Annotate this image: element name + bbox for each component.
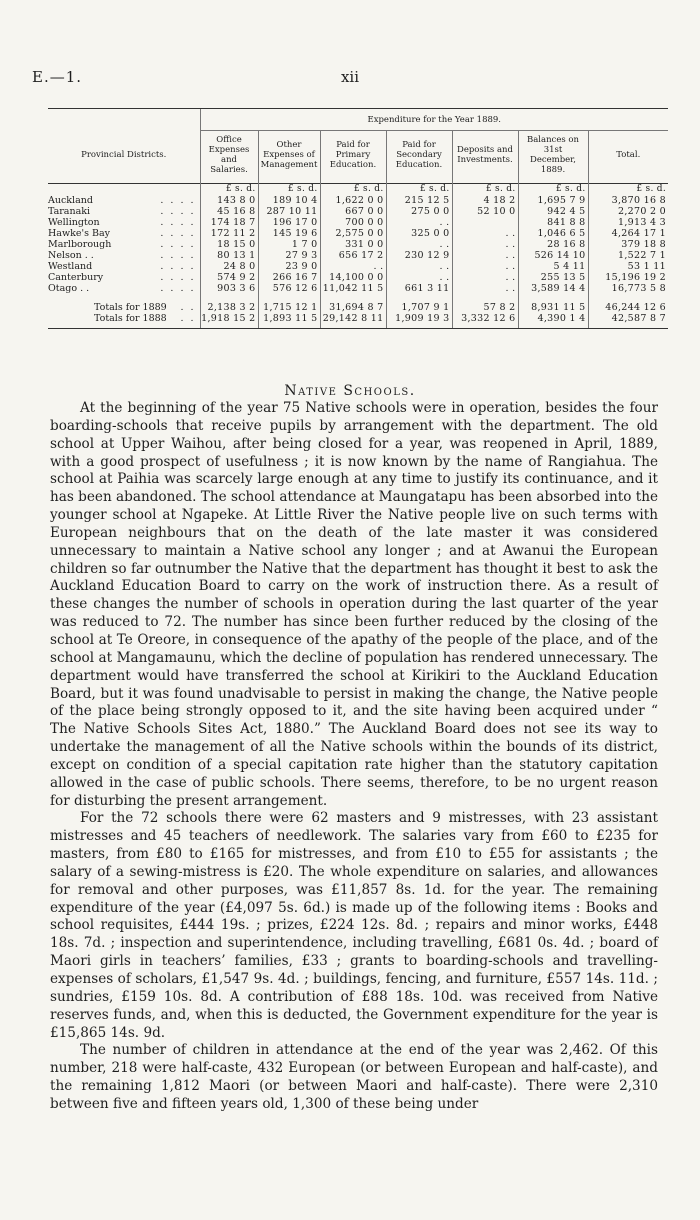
- leader-dots: . . . .: [160, 261, 196, 272]
- row-label: Canterbury: [48, 272, 104, 283]
- district-name: [48, 250, 200, 261]
- table-cell: . .: [386, 217, 452, 228]
- table-cell: 2,575 0 0: [320, 228, 386, 239]
- table-cell: . .: [386, 261, 452, 272]
- table-cell: 4,264 17 1: [588, 228, 668, 239]
- table-cell: 28 16 8: [518, 239, 588, 250]
- district-name: [48, 217, 200, 228]
- column-header: Balances on 31st December, 1889.: [518, 131, 588, 184]
- totals-row: [48, 313, 668, 324]
- table-cell: 1,046 6 5: [518, 228, 588, 239]
- unit-label: £ s. d.: [452, 184, 518, 196]
- table-cell: 275 0 0: [386, 206, 452, 217]
- column-header: Deposits and Investments.: [452, 131, 518, 184]
- district-name: [48, 302, 200, 313]
- row-label: Totals for 1888: [94, 313, 167, 324]
- column-header: Office Expenses and Salaries.: [200, 131, 258, 184]
- table-cell: 29,142 8 11: [320, 313, 386, 324]
- table-cell: 661 3 11: [386, 283, 452, 294]
- table-cell: . .: [452, 261, 518, 272]
- table-cell: 53 1 11: [588, 261, 668, 272]
- table-cell: 2,138 3 2: [200, 302, 258, 313]
- table-row: [48, 272, 668, 283]
- table-cell: 1,695 7 9: [518, 195, 588, 206]
- table-cell: 215 12 5: [386, 195, 452, 206]
- table-cell: 18 15 0: [200, 239, 258, 250]
- district-name: [48, 206, 200, 217]
- table-cell: 42,587 8 7: [588, 313, 668, 324]
- row-label: Marlborough: [48, 239, 112, 250]
- table-cell: 903 3 6: [200, 283, 258, 294]
- table-column-headers: [48, 131, 668, 184]
- table-cell: 23 9 0: [258, 261, 320, 272]
- district-name: [48, 195, 200, 206]
- table-cell: 4 18 2: [452, 195, 518, 206]
- unit-label: £ s. d.: [518, 184, 588, 196]
- expenditure-table: [48, 108, 668, 329]
- table-cell: 287 10 11: [258, 206, 320, 217]
- unit-label: £ s. d.: [200, 184, 258, 196]
- leader-dots: . . . .: [160, 239, 196, 250]
- totals-row: [48, 302, 668, 313]
- district-name: [48, 313, 200, 324]
- leader-dots: . . . .: [160, 206, 196, 217]
- table-cell: 574 9 2: [200, 272, 258, 283]
- table-cell: 15,196 19 2: [588, 272, 668, 283]
- table-cell: 196 17 0: [258, 217, 320, 228]
- district-name: [48, 239, 200, 250]
- leader-dots: . . . .: [160, 250, 196, 261]
- document-reference: E.—1.: [32, 68, 83, 86]
- row-label: Westland: [48, 261, 93, 272]
- district-name: [48, 283, 200, 294]
- table-cell: 1,622 0 0: [320, 195, 386, 206]
- table-cell: 1,715 12 1: [258, 302, 320, 313]
- table-cell: 230 12 9: [386, 250, 452, 261]
- table-row: [48, 228, 668, 239]
- leader-dots: . . . .: [160, 272, 196, 283]
- table-cell: 14,100 0 0: [320, 272, 386, 283]
- district-rows: [48, 195, 668, 294]
- table-cell: 1,893 11 5: [258, 313, 320, 324]
- table-cell: 331 0 0: [320, 239, 386, 250]
- table-row: [48, 283, 668, 294]
- table-cell: 3,870 16 8: [588, 195, 668, 206]
- column-header: Paid for Primary Education.: [320, 131, 386, 184]
- table-cell: 841 8 8: [518, 217, 588, 228]
- section-title: Native Schools.: [284, 383, 416, 399]
- table-cell: 1,522 7 1: [588, 250, 668, 261]
- leader-dots: . .: [180, 302, 196, 313]
- table-cell: 526 14 10: [518, 250, 588, 261]
- table-row: [48, 261, 668, 272]
- unit-label: £ s. d.: [588, 184, 668, 196]
- table-cell: 189 10 4: [258, 195, 320, 206]
- row-label: Taranaki: [48, 206, 91, 217]
- table-group-heading: Expenditure for the Year 1889.: [200, 109, 668, 131]
- table-cell: 145 19 6: [258, 228, 320, 239]
- table-cell: 700 0 0: [320, 217, 386, 228]
- row-label: Nelson . .: [48, 250, 94, 261]
- column-header: Paid for Secondary Education.: [386, 131, 452, 184]
- table-row: [48, 250, 668, 261]
- table-cell: 174 18 7: [200, 217, 258, 228]
- paragraph: For the 72 schools there were 62 masters and 9 mistresses, with 23 assistant mistresses and 45 teachers of needlework. The salaries vary from £60 to £235 for masters, from £80 to £165 for mistresses, and from £10 to £55 for assistants ; the salary of a sewing-mistress is £20. The whole expenditure on salaries, and allowances for removal and other purposes, was £11,857 8s. 1d. for the year. The remaining expenditure of the year (£4,097 5s. 6d.) is made up of the following items : Books and school requisites, £444 19s. ; prizes, £224 12s. 8d. ; repairs and minor works, £448 18s. 7d. ; inspection and superintendence, including travelling, £681 0s. 4d. ; board of Maori girls in teachers’ families, £33 ; grants to boarding-schools and travelling-expenses of scholars, £1,547 9s. 4d. ; buildings, fencing, and furniture, £557 14s. 11d. ; sundries, £159 10s. 8d. A contribution of £88 18s. 10d. was received from Native reserves funds, and, when this is deducted, the Government expenditure for the year is £15,865 14s. 9d.: [50, 810, 658, 1041]
- table-cell: 52 10 0: [452, 206, 518, 217]
- table-cell: 5 4 11: [518, 261, 588, 272]
- table-cell: 3,589 14 4: [518, 283, 588, 294]
- row-label: Hawke's Bay: [48, 228, 110, 239]
- table-row: [48, 206, 668, 217]
- table-cell: 255 13 5: [518, 272, 588, 283]
- table-cell: 27 9 3: [258, 250, 320, 261]
- table-cell: 11,042 11 5: [320, 283, 386, 294]
- table-cell: 172 11 2: [200, 228, 258, 239]
- table-row: [48, 217, 668, 228]
- table-cell: 16,773 5 8: [588, 283, 668, 294]
- row-heading: Provincial Districts.: [81, 149, 167, 160]
- paragraph: At the beginning of the year 75 Native schools were in operation, besides the four boarding-schools that receive pupils by arrangement with the department. The old school at Upper Waihou, after being closed for a year, was reopened in April, 1889, with a good prospect of usefulness ; it is now known by the name of Rangiahua. The school at Paihia was scarcely large enough at any time to justify its continuance, and it has been abandoned. The school attendance at Maungatapu has been absorbed into the younger school at Ngapeke. At Little River the Native people live on such terms with European neighbours that on the death of the late master it was considered unnecessary to maintain a Native school any longer ; and at Awanui the European children so far outnumber the Native that the department has thought it best to ask the Auckland Education Board to carry on the work of instruction there. As a result of these changes the number of schools in operation during the last quarter of the year was reduced to 72. The number has since been further reduced by the closing of the school at Te Oreore, in consequence of the apathy of the people of the place, and of the school at Mangamaunu, which the decline of population has rendered unnecessary. The department would have transferred the school at Kirikiri to the Auckland Education Board, but it was found unadvisable to persist in making the change, the Native people of the place being strongly opposed to it, and the site having been acquired under “ The Native Schools Sites Act, 1880.” The Auckland Board does not see its way to undertake the management of all the Native schools within the bounds of its district, except on condition of a special capitation rate higher than the statutory capitation allowed in the case of public schools. There seems, therefore, to be no urgent reason for disturbing the present arrangement.: [50, 400, 658, 809]
- total-rows: [48, 302, 668, 324]
- table-cell: 1,913 4 3: [588, 217, 668, 228]
- table-cell: . .: [386, 272, 452, 283]
- table-cell: . .: [452, 250, 518, 261]
- table-cell: 1,918 15 2: [200, 313, 258, 324]
- table-cell: 24 8 0: [200, 261, 258, 272]
- district-name: [48, 261, 200, 272]
- unit-label: £ s. d.: [320, 184, 386, 196]
- table-cell: 3,332 12 6: [452, 313, 518, 324]
- table-cell: 667 0 0: [320, 206, 386, 217]
- leader-dots: . .: [180, 313, 196, 324]
- table-cell: 266 16 7: [258, 272, 320, 283]
- leader-dots: . . . .: [160, 195, 196, 206]
- page-header: [32, 68, 668, 88]
- table-cell: . .: [386, 239, 452, 250]
- unit-label: £ s. d.: [386, 184, 452, 196]
- table-cell: 4,390 1 4: [518, 313, 588, 324]
- table-cell: 942 4 5: [518, 206, 588, 217]
- district-name: [48, 228, 200, 239]
- table-row: [48, 195, 668, 206]
- table-cell: 576 12 6: [258, 283, 320, 294]
- district-name: [48, 272, 200, 283]
- table-row: [48, 239, 668, 250]
- table-cell: 325 0 0: [386, 228, 452, 239]
- table-cell: . .: [452, 239, 518, 250]
- row-label: Wellington: [48, 217, 100, 228]
- table-cell: 46,244 12 6: [588, 302, 668, 313]
- table-cell: . .: [452, 283, 518, 294]
- table-cell: 80 13 1: [200, 250, 258, 261]
- units-row: [48, 184, 668, 196]
- page-number: xii: [340, 68, 360, 86]
- table-cell: 379 18 8: [588, 239, 668, 250]
- table-cell: 8,931 11 5: [518, 302, 588, 313]
- table-corner: [48, 109, 200, 131]
- unit-label: £ s. d.: [258, 184, 320, 196]
- table-cell: 2,270 2 0: [588, 206, 668, 217]
- column-header: Other Expenses of Management: [258, 131, 320, 184]
- table-cell: . .: [452, 272, 518, 283]
- leader-dots: . . . .: [160, 283, 196, 294]
- paragraph: The number of children in attendance at the end of the year was 2,462. Of this number, 218 were half-caste, 432 European (or between European and half-caste), and the remaining 1,812 Maori (or between Maori and half-caste). There were 2,310 between five and fifteen years old, 1,300 of these being under: [50, 1042, 658, 1112]
- row-label: Auckland: [48, 195, 93, 206]
- table-cell: . .: [452, 228, 518, 239]
- table-cell: 1,707 9 1: [386, 302, 452, 313]
- table-cell: 656 17 2: [320, 250, 386, 261]
- table-cell: [452, 217, 518, 228]
- body-text: [50, 400, 658, 1114]
- table-cell: 45 16 8: [200, 206, 258, 217]
- leader-dots: . . . .: [160, 228, 196, 239]
- table-cell: 1,909 19 3: [386, 313, 452, 324]
- row-label: Totals for 1889: [94, 302, 167, 313]
- table-cell: 1 7 0: [258, 239, 320, 250]
- table-cell: 143 8 0: [200, 195, 258, 206]
- column-header: Total.: [588, 131, 668, 184]
- table-cell: 57 8 2: [452, 302, 518, 313]
- table-cell: . .: [320, 261, 386, 272]
- leader-dots: . . . .: [160, 217, 196, 228]
- row-label: Otago . .: [48, 283, 90, 294]
- table-cell: 31,694 8 7: [320, 302, 386, 313]
